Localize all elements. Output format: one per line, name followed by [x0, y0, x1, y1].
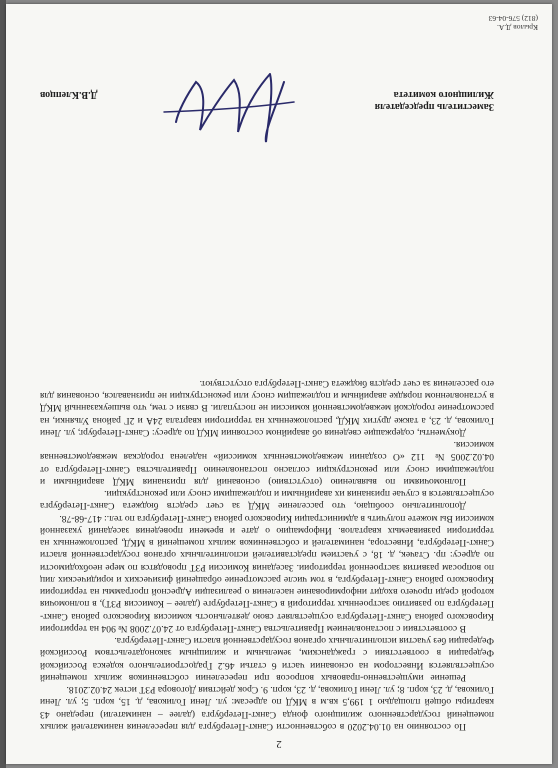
paragraph-commission-rzt: В соответствии с постановлением Правительства Санкт-Петербурга от 24.07.2008 № 904 на территории Кировского района Санкт-Петербурга осуществляет свою деятельность комиссия Кировского района Санкт-Петербурга по развитию застроенных территорий в Санкт-Петербурге (далее – Комиссия РЗТ), в полномочия которой среди прочего входит информирование населения о реализации Адресной программы на территории Кировского района Санкт-Петербурга, в том числе рассмотрение обращений физических и юридических лиц по вопросам развития застроенной территории. Заседания Комиссии РЗТ проводятся по мере необходимости по адресу: пр. Стачек, д. 18, с участием представителей исполнительных органов государственной власти Санкт-Петербурга, Инвестора, нанимателей и собственников жилых помещений в МКД, расположенных на территории развиваемых кварталов. Информацию о дате и времени проведения заседаний указанной комиссии Вы можете получить в администрации Кировского района Санкт-Петербурга по тел.: 417-68-78.: [40, 512, 494, 634]
page-number: 2: [276, 738, 282, 750]
signature-block: [40, 52, 494, 152]
paragraph-relocation-status: По состоянию на 01.04.2020 в собственности Санкт-Петербурга для переселения нанимателей жилых помещений государственного жилищного фонда Санкт-Петербурга (далее – наниматели) передано 43 квартиры общей площадью 1 199,5 кв.м в МКД по адресам: ул. Лени Голикова, д. 15, корп. 5; ул. Лени Голикова, д. 23, корп. 8; ул. Лени Голикова, д. 23, корп. 9. Срок действия Договора РЗТ истек 24.02.2018.: [40, 684, 494, 732]
handwritten-signature-image: [154, 62, 304, 152]
paragraph-budget-resettlement: Дополнительно сообщаю, что расселение МКД за счет средств бюджета Санкт-Петербурга осуществляется в случае признания их аварийными и подлежащими сносу или реконструкции.: [40, 488, 494, 512]
letter-body: [40, 377, 494, 732]
paragraph-emergency-documents: Документы, содержащие сведения об аварийном состоянии МКД по адресу: Санкт-Петербург, ул. Лени Голикова, д. 23, а также других МКД, расположенных на территории квартала 24А и 2Г района Ульянки, на рассмотрение городской межведомственной комиссии не поступали. В связи с тем, что вышеуказанный МКД в установленном порядке аварийным и подлежащим сносу или реконструкции не признавался, основания для его расселения за счет средств бюджета Санкт-Петербурга отсутствуют.: [40, 378, 494, 438]
document-page: [6, 4, 552, 764]
executor-name: Крылов Д.А.: [497, 23, 538, 32]
paragraph-property-rights: Решение имущественно-правовых вопросов при переселении собственников жилых помещений осуществляется Инвестором на основании части 6 статьи 46.2 Градостроительного кодекса Российской Федерации в соответствии с гражданским, земельным и жилищным законодательством Российской Федерации без участия исполнительных органов государственной власти Санкт-Петербурга.: [40, 635, 494, 683]
signer-position-line1: Заместитель председателя: [374, 101, 494, 112]
paragraph-interdepartmental-commission: Полномочиями по выявлению (отсутствию) оснований для признания МКД аварийными и подлежащими сносу или реконструкции согласно постановлению Правительства Санкт-Петербурга от 04.02.2005 № 112 «О создании межведомственных комиссий» наделена городская межведомственная комиссия.: [40, 439, 494, 487]
signer-position-line2: Жилищного комитета: [393, 89, 494, 100]
signer-name: Д.В.Клепцов: [40, 89, 98, 100]
executor-phone: (812) 576-04-63: [488, 14, 538, 23]
executor-note: [489, 14, 538, 32]
signer-position: [375, 88, 494, 112]
